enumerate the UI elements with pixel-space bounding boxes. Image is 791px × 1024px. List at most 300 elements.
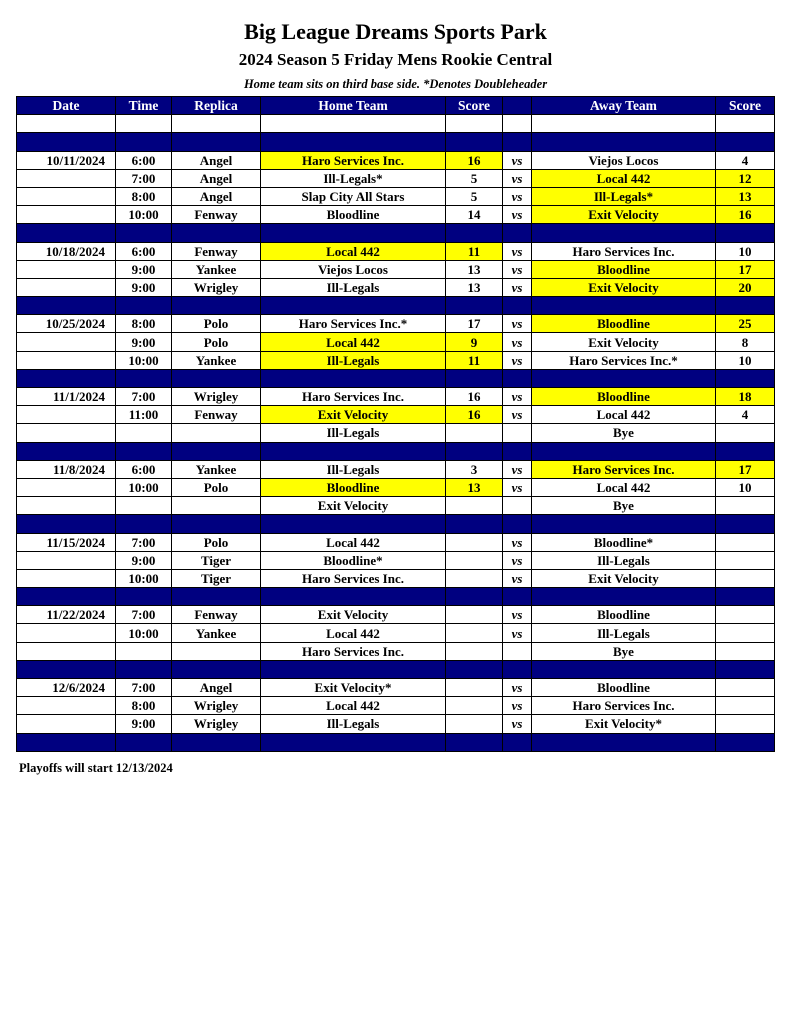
- separator-cell: [532, 442, 716, 460]
- vs-label: vs: [503, 478, 532, 496]
- away-score-cell: [716, 679, 775, 697]
- separator-cell: [116, 133, 172, 151]
- date-cell: [17, 697, 116, 715]
- date-cell: [17, 478, 116, 496]
- time-cell: 10:00: [116, 624, 172, 642]
- blank-cell: [261, 115, 446, 133]
- home-score-cell: [446, 551, 503, 569]
- game-row: [17, 315, 775, 333]
- blank-cell: [446, 115, 503, 133]
- separator-cell: [503, 297, 532, 315]
- home-team-cell: Local 442: [261, 533, 446, 551]
- separator-cell: [446, 588, 503, 606]
- home-score-cell: 13: [446, 478, 503, 496]
- away-score-cell: [716, 497, 775, 515]
- separator-cell: [716, 733, 775, 751]
- home-team-cell: Exit Velocity: [261, 497, 446, 515]
- vs-label: vs: [503, 569, 532, 587]
- separator-cell: [532, 133, 716, 151]
- week-separator-row: [17, 515, 775, 533]
- away-score-cell: [716, 642, 775, 660]
- week-separator-row: [17, 733, 775, 751]
- home-team-cell: Local 442: [261, 697, 446, 715]
- replica-cell: Angel: [172, 151, 261, 169]
- separator-cell: [172, 660, 261, 678]
- separator-cell: [116, 588, 172, 606]
- separator-cell: [716, 660, 775, 678]
- time-cell: 10:00: [116, 569, 172, 587]
- away-team-cell: Exit Velocity: [532, 278, 716, 296]
- away-score-cell: 25: [716, 315, 775, 333]
- replica-cell: Wrigley: [172, 697, 261, 715]
- home-score-cell: [446, 497, 503, 515]
- time-cell: 11:00: [116, 406, 172, 424]
- schedule-subtitle: 2024 Season 5 Friday Mens Rookie Central: [238, 50, 553, 69]
- separator-cell: [532, 588, 716, 606]
- game-row: [17, 388, 775, 406]
- separator-cell: [716, 515, 775, 533]
- replica-column-header: Replica: [172, 97, 261, 115]
- time-cell: 9:00: [116, 333, 172, 351]
- game-row: [17, 478, 775, 496]
- away-score-cell: [716, 569, 775, 587]
- separator-cell: [116, 660, 172, 678]
- time-column-header: Time: [116, 97, 172, 115]
- date-cell: [17, 187, 116, 205]
- vs-column-header: [503, 97, 532, 115]
- separator-cell: [261, 297, 446, 315]
- away-team-cell: Exit Velocity: [532, 569, 716, 587]
- home-score-cell: [446, 569, 503, 587]
- home-team-cell: Ill-Legals: [261, 351, 446, 369]
- separator-cell: [503, 133, 532, 151]
- separator-cell: [503, 442, 532, 460]
- home-team-cell: Haro Services Inc.: [261, 151, 446, 169]
- away-score-cell: 10: [716, 242, 775, 260]
- separator-cell: [716, 224, 775, 242]
- away-team-cell: Haro Services Inc.*: [532, 351, 716, 369]
- away-score-cell: 10: [716, 351, 775, 369]
- separator-cell: [446, 297, 503, 315]
- replica-cell: Yankee: [172, 260, 261, 278]
- vs-label: vs: [503, 278, 532, 296]
- time-cell: 8:00: [116, 315, 172, 333]
- separator-cell: [503, 224, 532, 242]
- date-cell: 12/6/2024: [17, 679, 116, 697]
- separator-cell: [532, 369, 716, 387]
- replica-cell: Yankee: [172, 624, 261, 642]
- away-score-cell: 18: [716, 388, 775, 406]
- away-score-cell: [716, 533, 775, 551]
- time-cell: 8:00: [116, 697, 172, 715]
- schedule-note: Home team sits on third base side. *Denotes Doubleheader: [243, 77, 548, 91]
- away-team-column-header: Away Team: [532, 97, 716, 115]
- separator-cell: [261, 224, 446, 242]
- vs-label: vs: [503, 697, 532, 715]
- vs-label: vs: [503, 388, 532, 406]
- vs-label: [503, 642, 532, 660]
- time-cell: 7:00: [116, 679, 172, 697]
- home-team-cell: Bloodline: [261, 478, 446, 496]
- separator-cell: [116, 297, 172, 315]
- separator-cell: [503, 369, 532, 387]
- home-score-cell: 14: [446, 206, 503, 224]
- home-team-cell: Slap City All Stars: [261, 187, 446, 205]
- separator-cell: [17, 297, 116, 315]
- blank-cell: [17, 115, 116, 133]
- playoffs-note: Playoffs will start 12/13/2024: [19, 761, 173, 775]
- home-score-cell: 13: [446, 278, 503, 296]
- date-cell: 10/11/2024: [17, 151, 116, 169]
- vs-label: vs: [503, 260, 532, 278]
- separator-cell: [446, 224, 503, 242]
- separator-cell: [261, 588, 446, 606]
- away-team-cell: Ill-Legals: [532, 624, 716, 642]
- away-team-cell: Bye: [532, 497, 716, 515]
- vs-label: vs: [503, 679, 532, 697]
- game-row: [17, 169, 775, 187]
- date-cell: [17, 551, 116, 569]
- away-score-cell: [716, 424, 775, 442]
- home-team-cell: Bloodline*: [261, 551, 446, 569]
- replica-cell: [172, 642, 261, 660]
- time-cell: [116, 424, 172, 442]
- date-cell: [17, 333, 116, 351]
- time-cell: 8:00: [116, 187, 172, 205]
- home-team-cell: Local 442: [261, 624, 446, 642]
- home-score-cell: 5: [446, 187, 503, 205]
- separator-cell: [716, 133, 775, 151]
- separator-cell: [17, 369, 116, 387]
- away-score-cell: [716, 715, 775, 733]
- home-score-cell: 16: [446, 151, 503, 169]
- time-cell: 9:00: [116, 260, 172, 278]
- date-cell: 11/22/2024: [17, 606, 116, 624]
- replica-cell: Fenway: [172, 606, 261, 624]
- separator-cell: [446, 733, 503, 751]
- separator-cell: [446, 369, 503, 387]
- week-separator-row: [17, 588, 775, 606]
- vs-label: vs: [503, 333, 532, 351]
- replica-cell: Tiger: [172, 569, 261, 587]
- separator-cell: [532, 224, 716, 242]
- replica-cell: Wrigley: [172, 388, 261, 406]
- away-score-cell: 10: [716, 478, 775, 496]
- away-score-cell: 12: [716, 169, 775, 187]
- home-score-cell: [446, 533, 503, 551]
- home-score-column-header: Score: [446, 97, 503, 115]
- game-row: [17, 460, 775, 478]
- separator-cell: [716, 588, 775, 606]
- game-row: [17, 187, 775, 205]
- game-row: [17, 715, 775, 733]
- home-score-cell: 11: [446, 242, 503, 260]
- time-cell: [116, 642, 172, 660]
- away-team-cell: Viejos Locos: [532, 151, 716, 169]
- separator-cell: [261, 133, 446, 151]
- separator-cell: [503, 733, 532, 751]
- separator-cell: [172, 369, 261, 387]
- vs-label: vs: [503, 351, 532, 369]
- replica-cell: Wrigley: [172, 278, 261, 296]
- away-team-cell: Ill-Legals*: [532, 187, 716, 205]
- game-row: [17, 679, 775, 697]
- home-team-cell: Local 442: [261, 242, 446, 260]
- separator-cell: [261, 515, 446, 533]
- replica-cell: [172, 497, 261, 515]
- replica-cell: Fenway: [172, 242, 261, 260]
- separator-cell: [17, 133, 116, 151]
- separator-cell: [532, 733, 716, 751]
- date-cell: 11/8/2024: [17, 460, 116, 478]
- time-cell: 10:00: [116, 351, 172, 369]
- date-cell: [17, 206, 116, 224]
- home-score-cell: 5: [446, 169, 503, 187]
- vs-label: vs: [503, 715, 532, 733]
- game-row: [17, 406, 775, 424]
- home-score-cell: 16: [446, 406, 503, 424]
- time-cell: 9:00: [116, 715, 172, 733]
- date-cell: [17, 624, 116, 642]
- away-team-cell: Exit Velocity: [532, 333, 716, 351]
- table-header-row: [17, 97, 775, 115]
- separator-cell: [17, 224, 116, 242]
- vs-label: vs: [503, 551, 532, 569]
- week-separator-row: [17, 369, 775, 387]
- replica-cell: [172, 424, 261, 442]
- date-cell: 11/1/2024: [17, 388, 116, 406]
- week-separator-row: [17, 660, 775, 678]
- vs-label: vs: [503, 315, 532, 333]
- separator-cell: [532, 297, 716, 315]
- away-team-cell: Bloodline: [532, 315, 716, 333]
- time-cell: 7:00: [116, 169, 172, 187]
- separator-cell: [116, 224, 172, 242]
- game-row: [17, 242, 775, 260]
- date-cell: [17, 406, 116, 424]
- date-cell: [17, 260, 116, 278]
- separator-cell: [17, 660, 116, 678]
- date-column-header: Date: [17, 97, 116, 115]
- week-separator-row: [17, 133, 775, 151]
- away-score-cell: [716, 551, 775, 569]
- away-score-cell: 8: [716, 333, 775, 351]
- away-score-cell: [716, 697, 775, 715]
- home-score-cell: [446, 642, 503, 660]
- away-team-cell: Bloodline: [532, 388, 716, 406]
- date-cell: [17, 497, 116, 515]
- blank-cell: [716, 115, 775, 133]
- replica-cell: Angel: [172, 679, 261, 697]
- game-row: [17, 606, 775, 624]
- time-cell: [116, 497, 172, 515]
- separator-cell: [446, 660, 503, 678]
- home-team-cell: Haro Services Inc.: [261, 388, 446, 406]
- home-score-cell: [446, 606, 503, 624]
- replica-cell: Angel: [172, 187, 261, 205]
- schedule-body: [17, 115, 775, 752]
- away-team-cell: Haro Services Inc.: [532, 242, 716, 260]
- separator-cell: [716, 297, 775, 315]
- separator-cell: [716, 369, 775, 387]
- away-score-cell: 17: [716, 460, 775, 478]
- replica-cell: Polo: [172, 478, 261, 496]
- time-cell: 9:00: [116, 278, 172, 296]
- vs-label: vs: [503, 187, 532, 205]
- home-team-cell: Viejos Locos: [261, 260, 446, 278]
- vs-label: [503, 497, 532, 515]
- date-cell: [17, 424, 116, 442]
- date-cell: [17, 351, 116, 369]
- home-team-column-header: Home Team: [261, 97, 446, 115]
- vs-label: vs: [503, 206, 532, 224]
- separator-cell: [17, 588, 116, 606]
- separator-cell: [116, 733, 172, 751]
- blank-row: [17, 115, 775, 133]
- away-team-cell: Bloodline*: [532, 533, 716, 551]
- separator-cell: [446, 133, 503, 151]
- home-score-cell: [446, 424, 503, 442]
- week-separator-row: [17, 297, 775, 315]
- home-score-cell: [446, 679, 503, 697]
- home-team-cell: Haro Services Inc.*: [261, 315, 446, 333]
- date-cell: [17, 278, 116, 296]
- game-row: [17, 333, 775, 351]
- away-team-cell: Local 442: [532, 406, 716, 424]
- separator-cell: [172, 588, 261, 606]
- game-row: [17, 533, 775, 551]
- game-row: [17, 551, 775, 569]
- separator-cell: [503, 515, 532, 533]
- away-score-cell: [716, 606, 775, 624]
- vs-label: vs: [503, 460, 532, 478]
- vs-label: vs: [503, 151, 532, 169]
- separator-cell: [17, 515, 116, 533]
- schedule-table: [16, 96, 775, 752]
- date-cell: [17, 715, 116, 733]
- game-row: [17, 697, 775, 715]
- away-team-cell: Bloodline: [532, 679, 716, 697]
- away-team-cell: Bye: [532, 642, 716, 660]
- separator-cell: [503, 660, 532, 678]
- week-separator-row: [17, 224, 775, 242]
- separator-cell: [172, 515, 261, 533]
- separator-cell: [172, 442, 261, 460]
- home-score-cell: 9: [446, 333, 503, 351]
- blank-cell: [532, 115, 716, 133]
- home-team-cell: Exit Velocity: [261, 606, 446, 624]
- date-cell: 11/15/2024: [17, 533, 116, 551]
- date-cell: [17, 569, 116, 587]
- game-row: [17, 642, 775, 660]
- home-team-cell: Exit Velocity*: [261, 679, 446, 697]
- page-title: Big League Dreams Sports Park: [244, 19, 547, 44]
- replica-cell: Polo: [172, 333, 261, 351]
- home-team-cell: Ill-Legals: [261, 460, 446, 478]
- away-team-cell: Bye: [532, 424, 716, 442]
- away-score-cell: 20: [716, 278, 775, 296]
- vs-label: vs: [503, 533, 532, 551]
- away-score-cell: 4: [716, 406, 775, 424]
- game-row: [17, 624, 775, 642]
- time-cell: 7:00: [116, 388, 172, 406]
- separator-cell: [261, 369, 446, 387]
- replica-cell: Yankee: [172, 460, 261, 478]
- game-row: [17, 497, 775, 515]
- separator-cell: [261, 442, 446, 460]
- vs-label: vs: [503, 169, 532, 187]
- home-score-cell: 13: [446, 260, 503, 278]
- replica-cell: Fenway: [172, 206, 261, 224]
- blank-cell: [116, 115, 172, 133]
- date-cell: 10/25/2024: [17, 315, 116, 333]
- away-score-cell: 17: [716, 260, 775, 278]
- replica-cell: Fenway: [172, 406, 261, 424]
- vs-label: vs: [503, 406, 532, 424]
- replica-cell: Polo: [172, 315, 261, 333]
- time-cell: 10:00: [116, 478, 172, 496]
- replica-cell: Wrigley: [172, 715, 261, 733]
- vs-label: vs: [503, 606, 532, 624]
- away-team-cell: Haro Services Inc.: [532, 697, 716, 715]
- time-cell: 6:00: [116, 460, 172, 478]
- away-score-cell: 13: [716, 187, 775, 205]
- home-team-cell: Haro Services Inc.: [261, 642, 446, 660]
- home-score-cell: 17: [446, 315, 503, 333]
- home-team-cell: Ill-Legals: [261, 278, 446, 296]
- time-cell: 6:00: [116, 242, 172, 260]
- home-score-cell: 16: [446, 388, 503, 406]
- away-score-column-header: Score: [716, 97, 775, 115]
- game-row: [17, 260, 775, 278]
- separator-cell: [116, 515, 172, 533]
- home-score-cell: [446, 715, 503, 733]
- home-team-cell: Local 442: [261, 333, 446, 351]
- separator-cell: [172, 733, 261, 751]
- home-team-cell: Ill-Legals: [261, 715, 446, 733]
- separator-cell: [116, 442, 172, 460]
- time-cell: 7:00: [116, 533, 172, 551]
- away-team-cell: Local 442: [532, 169, 716, 187]
- week-separator-row: [17, 442, 775, 460]
- separator-cell: [17, 733, 116, 751]
- date-cell: 10/18/2024: [17, 242, 116, 260]
- separator-cell: [261, 660, 446, 678]
- separator-cell: [17, 442, 116, 460]
- home-score-cell: 11: [446, 351, 503, 369]
- date-cell: [17, 169, 116, 187]
- home-team-cell: Ill-Legals: [261, 424, 446, 442]
- away-team-cell: Local 442: [532, 478, 716, 496]
- blank-cell: [503, 115, 532, 133]
- time-cell: 10:00: [116, 206, 172, 224]
- time-cell: 6:00: [116, 151, 172, 169]
- away-team-cell: Exit Velocity*: [532, 715, 716, 733]
- vs-label: vs: [503, 242, 532, 260]
- time-cell: 9:00: [116, 551, 172, 569]
- vs-label: [503, 424, 532, 442]
- game-row: [17, 351, 775, 369]
- home-team-cell: Exit Velocity: [261, 406, 446, 424]
- separator-cell: [261, 733, 446, 751]
- game-row: [17, 569, 775, 587]
- separator-cell: [532, 660, 716, 678]
- game-row: [17, 151, 775, 169]
- away-score-cell: 16: [716, 206, 775, 224]
- separator-cell: [446, 515, 503, 533]
- separator-cell: [172, 297, 261, 315]
- separator-cell: [116, 369, 172, 387]
